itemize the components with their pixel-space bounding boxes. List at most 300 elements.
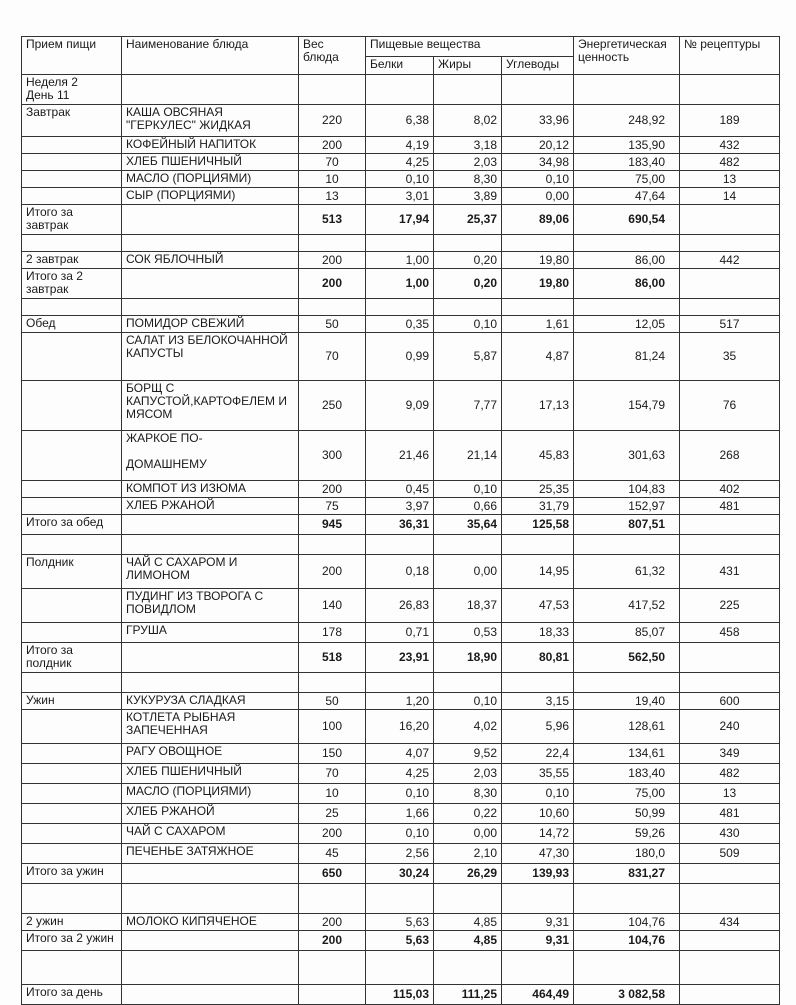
cell-meal [22,299,122,316]
cell-protein [366,884,434,914]
cell-recipe: 225 [680,589,780,623]
table-row [22,252,780,269]
table-row [22,154,780,171]
cell-protein: 0,99 [366,333,434,381]
cell-dish: КАША ОВСЯНАЯ "ГЕРКУЛЕС" ЖИДКАЯ [122,105,299,137]
cell-dish: ЧАЙ С САХАРОМ И ЛИМОНОМ [122,555,299,589]
cell-protein: 4,25 [366,154,434,171]
header-weight: Вес блюда [299,37,366,75]
cell-dish: ЧАЙ С САХАРОМ [122,824,299,844]
cell-recipe: 432 [680,137,780,154]
cell-recipe [680,643,780,673]
table-row [22,804,780,824]
cell-recipe: 240 [680,710,780,744]
cell-protein: 26,83 [366,589,434,623]
table-row [22,693,780,710]
cell-energy: 183,40 [574,154,680,171]
cell-weight [299,985,366,1005]
cell-recipe: 517 [680,316,780,333]
cell-meal [22,235,122,252]
cell-fat [434,299,502,316]
cell-protein: 0,71 [366,623,434,643]
cell-recipe: 509 [680,844,780,864]
cell-recipe: 600 [680,693,780,710]
cell-carbs: 47,30 [502,844,574,864]
cell-carbs: 20,12 [502,137,574,154]
cell-protein [366,535,434,555]
cell-fat: 8,02 [434,105,502,137]
cell-fat: 35,64 [434,515,502,535]
cell-meal: Полдник [22,555,122,589]
cell-weight: 45 [299,844,366,864]
cell-protein: 5,63 [366,931,434,951]
cell-weight [299,299,366,316]
cell-energy [574,884,680,914]
cell-energy [574,235,680,252]
cell-dish: ПУДИНГ ИЗ ТВОРОГА С ПОВИДЛОМ [122,589,299,623]
cell-weight: 200 [299,137,366,154]
cell-dish: БОРЩ С КАПУСТОЙ,КАРТОФЕЛЕМ И МЯСОМ [122,381,299,431]
cell-protein: 5,63 [366,914,434,931]
cell-energy: 562,50 [574,643,680,673]
cell-meal [22,535,122,555]
cell-fat: 8,30 [434,784,502,804]
cell-recipe: 268 [680,431,780,481]
cell-protein: 17,94 [366,205,434,235]
total-row [22,515,780,535]
spacer-row [22,884,780,914]
cell-carbs [502,535,574,555]
cell-protein: 9,09 [366,381,434,431]
cell-energy [574,535,680,555]
cell-carbs: 5,96 [502,710,574,744]
cell-protein [366,235,434,252]
cell-dish: КОТЛЕТА РЫБНАЯ ЗАПЕЧЕННАЯ [122,710,299,744]
cell-protein: 1,66 [366,804,434,824]
cell-energy: 154,79 [574,381,680,431]
cell-recipe [680,515,780,535]
cell-protein [366,299,434,316]
cell-energy: 135,90 [574,137,680,154]
cell-protein: 30,24 [366,864,434,884]
cell-energy: 134,61 [574,744,680,764]
table-row [22,431,780,481]
cell-fat: 21,14 [434,431,502,481]
cell-carbs [502,673,574,693]
cell-meal: Итого за ужин [22,864,122,884]
cell-weight: 200 [299,252,366,269]
cell-weight: 650 [299,864,366,884]
cell-weight: 200 [299,481,366,498]
cell-meal [22,333,122,381]
cell-carbs: 22,4 [502,744,574,764]
cell-dish [122,269,299,299]
cell-recipe: 482 [680,154,780,171]
cell-carbs [502,884,574,914]
cell-recipe: 189 [680,105,780,137]
cell-weight: 220 [299,105,366,137]
cell-dish [122,643,299,673]
cell-weight: 70 [299,764,366,784]
table-row [22,498,780,515]
cell-recipe: 35 [680,333,780,381]
cell-recipe: 481 [680,498,780,515]
cell-recipe: 349 [680,744,780,764]
table-row [22,589,780,623]
cell-protein: 0,35 [366,316,434,333]
cell-dish: СОК ЯБЛОЧНЫЙ [122,252,299,269]
table-row [22,188,780,205]
cell-weight: 250 [299,381,366,431]
total-row [22,985,780,1005]
cell-meal [22,673,122,693]
cell-weight [299,951,366,985]
cell-carbs: 14,72 [502,824,574,844]
cell-weight: 200 [299,824,366,844]
cell-recipe [680,884,780,914]
cell-recipe [680,299,780,316]
table-row [22,784,780,804]
cell-carbs: 89,06 [502,205,574,235]
header-meal: Прием пищи [22,37,122,75]
menu-table [21,36,780,1005]
cell-energy: 85,07 [574,623,680,643]
cell-meal [22,804,122,824]
cell-dish: ЖАРКОЕ ПО- ДОМАШНЕМУ [122,431,299,481]
cell-meal [22,951,122,985]
cell-fat: 4,02 [434,710,502,744]
cell-meal [22,824,122,844]
total-row [22,931,780,951]
cell-recipe [680,985,780,1005]
cell-recipe: 431 [680,555,780,589]
table-row [22,824,780,844]
cell-dish: РАГУ ОВОЩНОЕ [122,744,299,764]
cell-meal [22,623,122,643]
cell-dish: КУКУРУЗА СЛАДКАЯ [122,693,299,710]
cell-weight [299,535,366,555]
cell-energy: 152,97 [574,498,680,515]
header-protein: Белки [366,57,434,75]
cell-meal: Итого за 2 завтрак [22,269,122,299]
cell-weight: 50 [299,693,366,710]
cell-meal [22,188,122,205]
cell-protein: 4,07 [366,744,434,764]
cell-carbs: 139,93 [502,864,574,884]
cell-carbs: 34,98 [502,154,574,171]
cell-dish: ГРУША [122,623,299,643]
cell-recipe [680,269,780,299]
spacer-row [22,673,780,693]
cell-weight: 200 [299,931,366,951]
cell-dish [122,931,299,951]
cell-fat: 111,25 [434,985,502,1005]
table-row [22,914,780,931]
cell-protein: 6,38 [366,105,434,137]
cell-protein [366,673,434,693]
table-body [22,75,780,1005]
cell-protein: 1,20 [366,693,434,710]
cell-weight: 70 [299,333,366,381]
cell-fat: 0,10 [434,316,502,333]
cell-protein [366,951,434,985]
cell-protein: 21,46 [366,431,434,481]
cell-dish: ПОМИДОР СВЕЖИЙ [122,316,299,333]
cell-meal: Итого за завтрак [22,205,122,235]
cell-meal: Итого за 2 ужин [22,931,122,951]
cell-fat [434,673,502,693]
cell-weight: 75 [299,498,366,515]
cell-carbs: 9,31 [502,931,574,951]
cell-carbs: 0,10 [502,171,574,188]
cell-meal: Итого за день [22,985,122,1005]
cell-carbs: 0,00 [502,188,574,205]
cell-carbs [502,235,574,252]
cell-carbs: 31,79 [502,498,574,515]
cell-weight: 10 [299,171,366,188]
cell-dish [122,299,299,316]
cell-meal [22,481,122,498]
total-row [22,205,780,235]
cell-fat: 2,10 [434,844,502,864]
header-fat: Жиры [434,57,502,75]
cell-dish: ХЛЕБ ПШЕНИЧНЫЙ [122,154,299,171]
cell-fat: 0,20 [434,252,502,269]
cell-carbs: 80,81 [502,643,574,673]
cell-carbs: 19,80 [502,252,574,269]
cell-fat: 25,37 [434,205,502,235]
cell-recipe: 434 [680,914,780,931]
cell-weight: 513 [299,205,366,235]
cell-fat: 2,03 [434,764,502,784]
total-row [22,864,780,884]
cell-fat: 3,89 [434,188,502,205]
cell-recipe [680,951,780,985]
cell-recipe: 430 [680,824,780,844]
cell-recipe: 442 [680,252,780,269]
cell-protein: 0,10 [366,171,434,188]
cell-weight: 10 [299,784,366,804]
cell-fat [434,951,502,985]
cell-fat: 0,00 [434,555,502,589]
cell-dish [122,235,299,252]
cell-dish [122,884,299,914]
spacer-row [22,951,780,985]
cell-meal [22,844,122,864]
table-row [22,623,780,643]
cell-dish: СЫР (ПОРЦИЯМИ) [122,188,299,205]
cell-weight: 945 [299,515,366,535]
table-row [22,333,780,381]
cell-protein: 3,01 [366,188,434,205]
cell-meal [22,171,122,188]
cell-protein: 0,45 [366,481,434,498]
cell-carbs: 45,83 [502,431,574,481]
cell-meal [22,381,122,431]
cell-recipe [680,931,780,951]
cell-recipe: 458 [680,623,780,643]
header-dish: Наименование блюда [122,37,299,75]
table-row [22,744,780,764]
table-row [22,137,780,154]
cell-energy: 3 082,58 [574,985,680,1005]
cell-dish [122,864,299,884]
cell-carbs: 4,87 [502,333,574,381]
cell-energy: 690,54 [574,205,680,235]
cell-energy: 61,32 [574,555,680,589]
cell-fat: 0,22 [434,804,502,824]
cell-meal: Завтрак [22,105,122,137]
cell-dish: КОФЕЙНЫЙ НАПИТОК [122,137,299,154]
cell-weight: 200 [299,555,366,589]
cell-fat: 4,85 [434,931,502,951]
cell-recipe: 76 [680,381,780,431]
cell-dish [122,673,299,693]
cell-recipe: 481 [680,804,780,824]
cell-energy: 248,92 [574,105,680,137]
header-carbs: Углеводы [502,57,574,75]
cell-protein: 0,18 [366,555,434,589]
cell-fat: 4,85 [434,914,502,931]
total-row [22,269,780,299]
cell-energy: 86,00 [574,269,680,299]
cell-carbs: 47,53 [502,589,574,623]
cell-fat: 9,52 [434,744,502,764]
cell-recipe [680,673,780,693]
cell-protein: 2,56 [366,844,434,864]
cell-meal: Итого за обед [22,515,122,535]
table-row [22,764,780,784]
cell-weight: 150 [299,744,366,764]
cell-carbs: 14,95 [502,555,574,589]
cell-carbs [502,951,574,985]
cell-recipe: 402 [680,481,780,498]
cell-recipe: 13 [680,171,780,188]
cell-energy: 19,40 [574,693,680,710]
cell-energy: 75,00 [574,171,680,188]
cell-carbs: 10,60 [502,804,574,824]
cell-weight: 200 [299,914,366,931]
cell-energy: 104,83 [574,481,680,498]
cell-protein: 1,00 [366,269,434,299]
cell-dish [122,985,299,1005]
cell-fat: 0,00 [434,824,502,844]
cell-weight: 300 [299,431,366,481]
cell-dish: ХЛЕБ ПШЕНИЧНЫЙ [122,764,299,784]
cell-dish: МАСЛО (ПОРЦИЯМИ) [122,784,299,804]
cell-energy: 59,26 [574,824,680,844]
cell-dish: ХЛЕБ РЖАНОЙ [122,804,299,824]
cell-protein: 1,00 [366,252,434,269]
cell-meal [22,710,122,744]
cell-fat: 0,20 [434,269,502,299]
cell-energy: 12,05 [574,316,680,333]
header-energy: Энергетическая ценность [574,37,680,75]
cell-protein: 36,31 [366,515,434,535]
header-recipe: № рецептуры [680,37,780,75]
spacer-row [22,535,780,555]
total-row [22,643,780,673]
cell-energy: 417,52 [574,589,680,623]
cell-energy [574,951,680,985]
cell-protein: 16,20 [366,710,434,744]
cell-meal [22,431,122,481]
cell-carbs: 125,58 [502,515,574,535]
table-row [22,316,780,333]
cell-protein: 3,97 [366,498,434,515]
cell-dish: ХЛЕБ РЖАНОЙ [122,498,299,515]
cell-meal [22,884,122,914]
table-row [22,844,780,864]
cell-fat: 3,18 [434,137,502,154]
table-row [22,481,780,498]
cell-weight: 70 [299,154,366,171]
cell-fat: 7,77 [434,381,502,431]
cell-meal [22,498,122,515]
table-row [22,171,780,188]
cell-weight: 200 [299,269,366,299]
cell-protein: 4,25 [366,764,434,784]
cell-dish: КОМПОТ ИЗ ИЗЮМА [122,481,299,498]
cell-meal: Ужин [22,693,122,710]
cell-fat: 26,29 [434,864,502,884]
cell-meal [22,154,122,171]
cell-weight: 25 [299,804,366,824]
cell-fat: 2,03 [434,154,502,171]
cell-weight [299,673,366,693]
cell-dish [122,535,299,555]
period-row [22,75,780,105]
cell-weight: 140 [299,589,366,623]
cell-carbs: 19,80 [502,269,574,299]
cell-fat: 8,30 [434,171,502,188]
cell-recipe [680,864,780,884]
cell-fat: 18,37 [434,589,502,623]
cell-fat [434,535,502,555]
cell-energy [574,673,680,693]
cell-recipe: 14 [680,188,780,205]
cell-energy: 183,40 [574,764,680,784]
cell-weight: 13 [299,188,366,205]
cell-energy: 831,27 [574,864,680,884]
cell-fat: 5,87 [434,333,502,381]
cell-weight: 100 [299,710,366,744]
cell-meal [22,137,122,154]
cell-dish: МОЛОКО КИПЯЧЕНОЕ [122,914,299,931]
cell-energy: 50,99 [574,804,680,824]
cell-recipe [680,235,780,252]
cell-dish: ПЕЧЕНЬЕ ЗАТЯЖНОЕ [122,844,299,864]
cell-carbs [502,299,574,316]
cell-dish [122,951,299,985]
cell-protein: 0,10 [366,784,434,804]
cell-dish [122,205,299,235]
cell-carbs: 17,13 [502,381,574,431]
cell-energy: 807,51 [574,515,680,535]
cell-meal: Обед [22,316,122,333]
cell-meal: Итого за полдник [22,643,122,673]
cell-dish: САЛАТ ИЗ БЕЛОКОЧАННОЙ КАПУСТЫ [122,333,299,381]
cell-energy: 75,00 [574,784,680,804]
cell-fat [434,884,502,914]
cell-weight [299,235,366,252]
cell-meal [22,744,122,764]
cell-recipe [680,535,780,555]
cell-meal: 2 ужин [22,914,122,931]
cell-fat: 0,53 [434,623,502,643]
table-row [22,555,780,589]
table-row [22,105,780,137]
